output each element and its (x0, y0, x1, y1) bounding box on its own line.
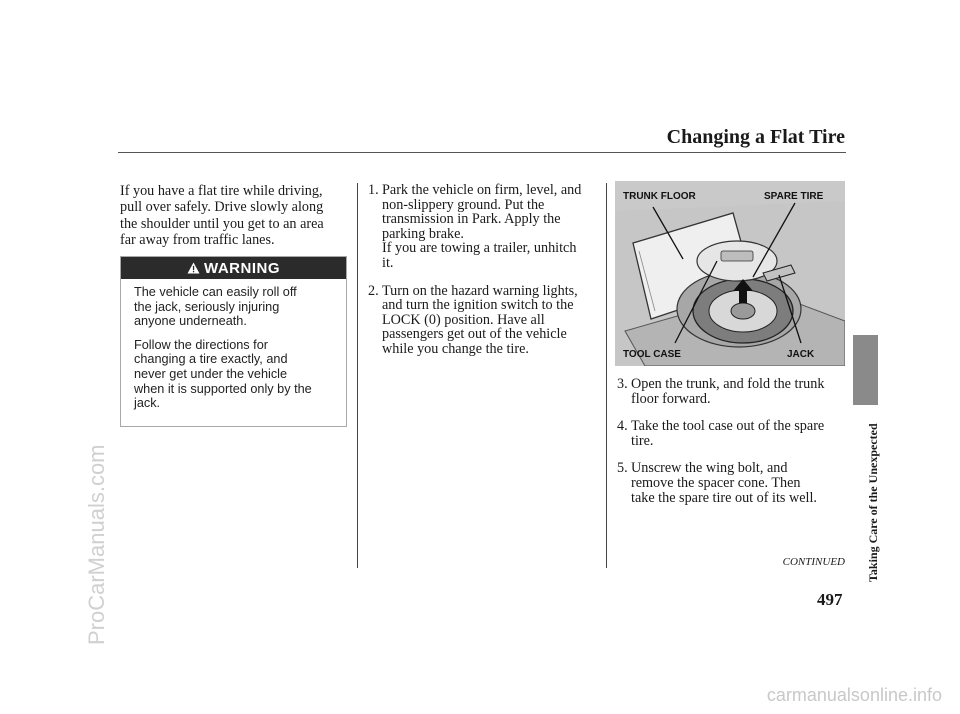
step-item: 2. Turn on the hazard warning lights, and turn the ignition switch to the LOCK (0) position. Have all passengers get out of the vehicle while you change the tire. (368, 282, 578, 357)
warning-icon (187, 262, 200, 274)
header-rule (118, 152, 846, 153)
step-item: 4. Take the tool case out of the spare tire. (617, 418, 825, 449)
step-item: 3. Open the trunk, and fold the trunk floor forward. (617, 376, 825, 407)
page-title: Changing a Flat Tire (666, 126, 845, 148)
label-jack: JACK (787, 349, 815, 360)
watermark: ProCarManuals.com (84, 444, 109, 645)
continued-label: CONTINUED (782, 556, 845, 568)
steps-column-1 (368, 183, 590, 370)
intro-paragraph: If you have a flat tire while driving, pull over safely. Drive slowly along the shoulder until you get to an area far away from traffic lanes. (120, 183, 324, 248)
warning-title: WARNING (204, 259, 280, 277)
step-item: 5. Unscrew the wing bolt, and remove the spacer cone. Then take the spare tire out of its well. (617, 460, 817, 506)
step-item: 1. Park the vehicle on firm, level, and non-slippery ground. Put the transmission in Park. Apply the parking brake. If you are towing a trailer, unhitch it. (368, 182, 582, 271)
label-trunk-floor: TRUNK FLOOR (623, 191, 696, 202)
column-divider (357, 183, 358, 568)
column-divider (606, 183, 607, 568)
trunk-illustration (615, 181, 845, 366)
section-title: Taking Care of the Unexpected (866, 423, 880, 582)
section-tab-marker (853, 335, 878, 405)
warning-header (121, 257, 346, 279)
steps-column-2 (617, 377, 839, 518)
warning-box (120, 256, 347, 427)
page-number: 497 (817, 590, 843, 609)
warning-text: The vehicle can easily roll off the jack, seriously injuring anyone underneath. Follow the directions for changing a tire exactly, and never get under the vehicle when it is supported only by the jack. (134, 285, 312, 411)
label-tool-case: TOOL CASE (623, 349, 681, 360)
label-spare-tire: SPARE TIRE (764, 191, 824, 202)
spare-tire-diagram (615, 181, 845, 366)
footer-watermark: carmanualsonline.info (766, 685, 942, 705)
